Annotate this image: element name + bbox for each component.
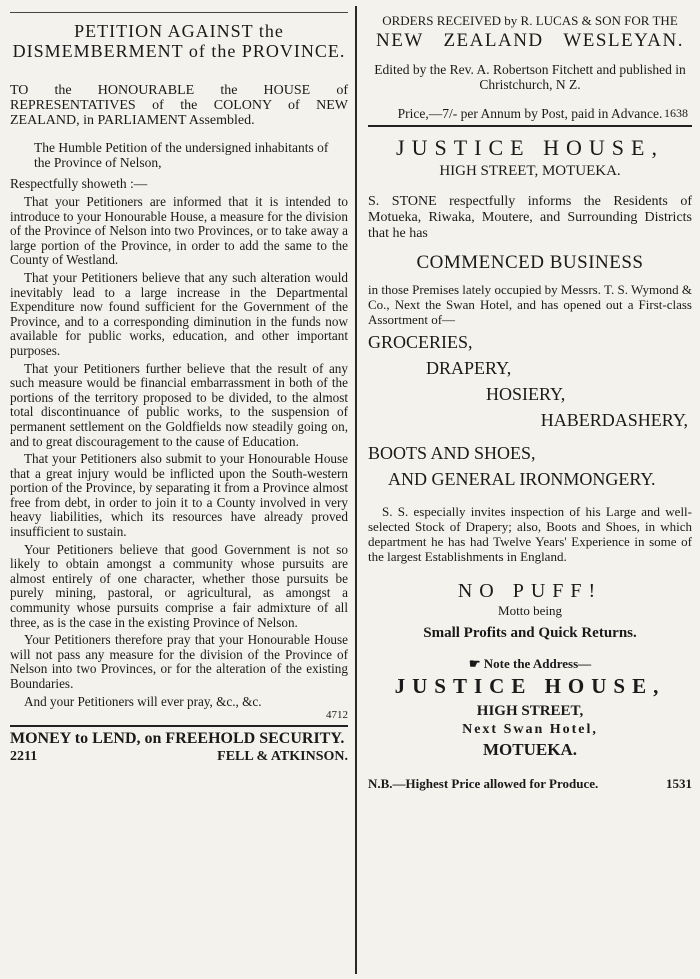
goods-item: BOOTS AND SHOES, — [368, 443, 536, 463]
petition-title: PETITION AGAINST the DISMEMBERMENT of the PROVINCE. — [12, 21, 346, 61]
small-profits-slogan: Small Profits and Quick Returns. — [423, 625, 637, 641]
pointing-hand-icon: ☛ — [468, 656, 481, 671]
goods-item: HOSIERY, — [486, 384, 566, 404]
petition-paragraph-1: That your Petitioners are informed that it is intended to introduce to your Honourable House, a measure for the division of the Province of Nelson into two Provinces, or to take away a large portion of the Province, in order to add the same to the County of Westland. — [10, 194, 348, 268]
motto-label: Motto being — [498, 603, 562, 618]
money-ad-footer — [10, 749, 348, 765]
justice-house-heading-2: JUSTICE HOUSE, — [394, 674, 666, 698]
motueka-town: MOTUEKA. — [483, 740, 577, 759]
money-ad-number: 2211 — [10, 749, 38, 765]
wesleyan-orders: ORDERS RECEIVED by R. LUCAS & SON FOR THE — [382, 13, 678, 28]
stone-announcement: S. STONE respectfully informs the Residents of Motueka, Riwaka, Moutere, and Surrounding Districts that he has — [368, 194, 692, 241]
petition-addressee: TO the HONOURABLE the HOUSE of REPRESENTATIVES of the COLONY of NEW ZEALAND, in PARLIAMENT Assembled. — [10, 83, 348, 128]
goods-item: AND GENERAL IRONMONGERY. — [388, 469, 656, 489]
wesleyan-price-row — [368, 106, 692, 121]
justice-house-street-2: HIGH STREET, — [476, 703, 584, 719]
note-address — [368, 656, 692, 672]
petition-paragraph-6: Your Petitioners therefore pray that your Honourable House will not pass any measure for the division of the Province of Nelson into two Provinces, or for the alteration of the existing Boundaries. — [10, 632, 348, 691]
wesleyan-title-word-1: NEW — [376, 30, 424, 51]
petition-ad-number: 4712 — [326, 709, 348, 722]
commenced-business: COMMENCED BUSINESS — [416, 252, 644, 273]
petition-closing: And your Petitioners will ever pray, &c., &c. — [24, 693, 262, 709]
note-address-label: Note the Address— — [483, 656, 592, 671]
next-swan-hotel: Next Swan Hotel, — [462, 722, 598, 737]
justice-house-heading: JUSTICE HOUSE, — [396, 135, 664, 160]
petition-paragraph-2: That your Petitioners believe that any such alteration would inevitably lead to a large increase in the Departmental Expenditure now found sufficient for the Government of the Province, and to a corresponding diminution in the funds now available for public works, education, and other important purposes. — [10, 269, 348, 358]
goods-item: GROCERIES, — [368, 332, 473, 352]
left-column — [4, 8, 354, 765]
wesleyan-ad-number: 1638 — [664, 106, 688, 120]
wesleyan-price: Price,—7/- per Annum by Post, paid in Advance. — [397, 106, 663, 121]
money-ad-headline: MONEY to LEND, on FREEHOLD SECURITY. — [10, 730, 345, 748]
right-column — [360, 8, 696, 792]
justice-ad-number: 1531 — [666, 776, 692, 791]
invites-text: S. S. especially invites inspection of his Large and well-selected Stock of Drapery; also, Boots and Shoes, in which department he has had Twelve Years' Experience in some of the largest Establishments in England. — [368, 504, 692, 564]
nb-row — [368, 776, 692, 792]
no-puff-heading: NO PUFF! — [457, 580, 603, 602]
nb-produce: N.B.—Highest Price allowed for Produce. — [368, 776, 599, 791]
goods-item: DRAPERY, — [426, 358, 512, 378]
wesleyan-edited: Edited by the Rev. A. Robertson Fitchett and published in Christchurch, N Z. — [374, 62, 686, 92]
wesleyan-title-word-3: WESLEYAN. — [563, 30, 684, 51]
wesleyan-title-word-2: ZEALAND — [443, 30, 544, 51]
petition-paragraph-5: Your Petitioners believe that good Government is not so likely to obtain amongst a community whose pursuits are almost entirely of one character, whether those pursuits be purely mining, pastoral, or agricultural, as amongst a community whose pursuits comprise a fair admixture of all three, as is the case in the existing Province of Nelson. — [10, 541, 348, 630]
petition-humble: The Humble Petition of the undersigned inhabitants of the Province of Nelson, — [34, 140, 329, 170]
petition-paragraph-3: That your Petitioners further believe that the result of any such measure would be financial embarrassment in both of the portions of the territory proposed to be divided, to the almost total discontinuance of public works, to the suspension of permanent settlement on the Goldfields now steadily going on, and to great discouragement to the cause of Education. — [10, 360, 348, 449]
premises-text: in those Premises lately occupied by Messrs. T. S. Wymond & Co., Next the Swan Hotel, and has opened out a First-class Assortment of— — [368, 282, 692, 327]
petition-paragraph-4: That your Petitioners also submit to your Honourable House that a great injury would be inflicted upon the South-western portion of the Province, by separating it from a Province almost free from debt, in order to join it to a County involved in very heavy liabilities, which its resources have already proved insufficient to sustain. — [10, 451, 348, 540]
goods-list — [368, 332, 692, 490]
petition-showeth: Respectfully showeth :— — [10, 176, 148, 191]
money-ad-rule — [10, 725, 348, 727]
justice-ad-rule — [368, 125, 692, 127]
goods-item: HABERDASHERY, — [540, 410, 688, 430]
column-divider — [355, 6, 357, 974]
money-ad-firm: FELL & ATKINSON. — [217, 749, 348, 765]
justice-house-street: HIGH STREET, MOTUEKA. — [439, 163, 621, 179]
wesleyan-title — [368, 30, 692, 52]
top-rule — [10, 12, 348, 13]
